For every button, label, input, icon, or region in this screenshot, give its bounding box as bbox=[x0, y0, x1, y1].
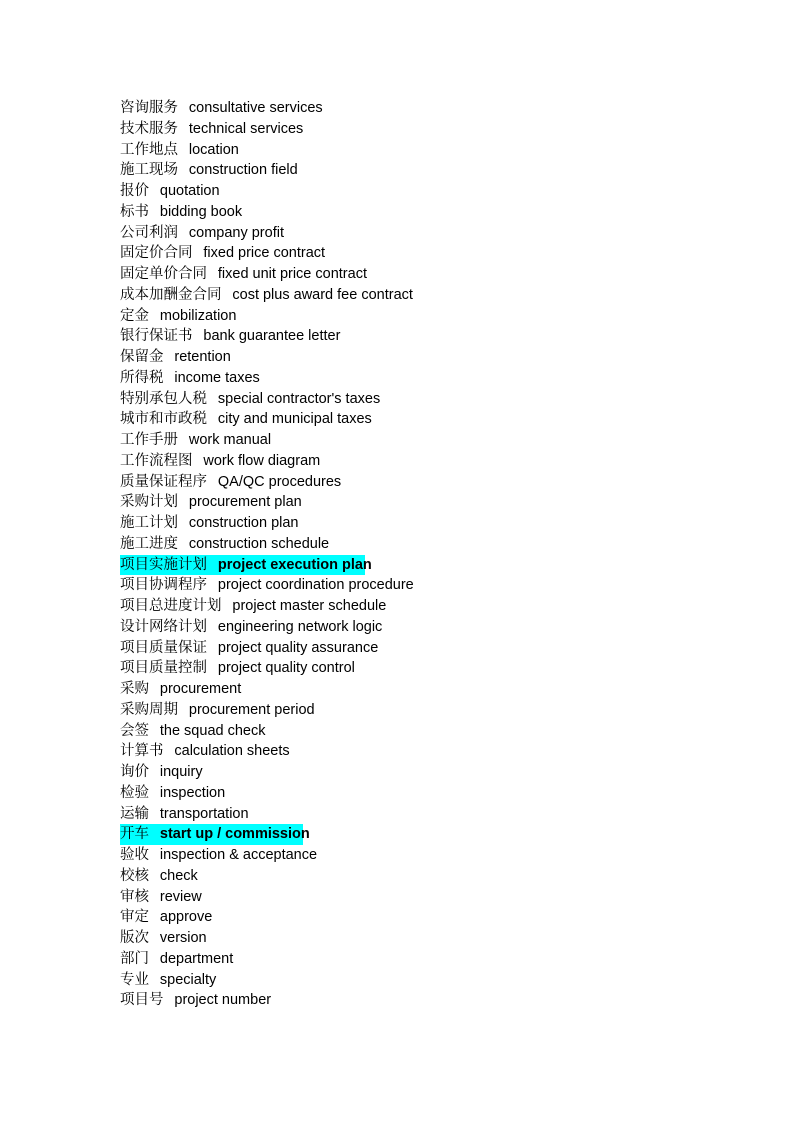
term-entry bbox=[120, 845, 317, 866]
term-entry bbox=[120, 409, 372, 430]
glossary-row bbox=[120, 326, 414, 347]
english-term: calculation sheets bbox=[174, 743, 290, 760]
chinese-term: 项目实施计划 bbox=[120, 556, 207, 573]
term-entry bbox=[120, 970, 216, 991]
glossary-row bbox=[120, 679, 414, 700]
chinese-term: 采购 bbox=[120, 681, 149, 697]
chinese-term: 报价 bbox=[120, 183, 149, 199]
glossary-row bbox=[120, 160, 414, 181]
english-term: check bbox=[159, 867, 198, 884]
english-term: project execution plan bbox=[217, 556, 372, 573]
chinese-term: 施工进度 bbox=[120, 535, 178, 552]
chinese-term: 审核 bbox=[120, 888, 149, 905]
glossary-row bbox=[120, 575, 414, 596]
glossary-row bbox=[120, 907, 414, 928]
chinese-term: 运输 bbox=[120, 805, 149, 822]
chinese-term: 咨询服务 bbox=[120, 100, 178, 116]
english-term: work manual bbox=[188, 432, 272, 448]
glossary-row bbox=[120, 409, 414, 430]
term-entry bbox=[120, 575, 414, 596]
glossary-row bbox=[120, 347, 414, 368]
english-term: city and municipal taxes bbox=[217, 411, 372, 428]
term-entry bbox=[120, 783, 225, 804]
glossary-row bbox=[120, 202, 414, 223]
term-entry bbox=[120, 804, 249, 825]
glossary-row bbox=[120, 451, 414, 472]
english-term: cost plus award fee contract bbox=[232, 286, 413, 303]
term-entry bbox=[120, 596, 386, 617]
chinese-term: 采购计划 bbox=[120, 494, 178, 511]
glossary-row bbox=[120, 928, 414, 949]
chinese-term: 项目质量保证 bbox=[120, 639, 207, 656]
glossary-row bbox=[120, 492, 414, 513]
english-term: department bbox=[159, 950, 234, 967]
term-entry bbox=[120, 264, 367, 285]
chinese-term: 固定价合同 bbox=[120, 245, 193, 262]
english-term: retention bbox=[174, 349, 231, 365]
english-term: start up / commission bbox=[159, 826, 310, 843]
term-entry bbox=[120, 887, 202, 908]
glossary-row bbox=[120, 824, 414, 845]
english-term: consultative services bbox=[188, 100, 323, 116]
english-term: procurement plan bbox=[188, 494, 302, 511]
english-term: procurement bbox=[159, 681, 242, 697]
english-term: specialty bbox=[159, 971, 217, 988]
term-entry bbox=[120, 389, 380, 410]
chinese-term: 技术服务 bbox=[120, 120, 178, 137]
term-entry bbox=[120, 658, 355, 679]
english-term: income taxes bbox=[174, 369, 260, 386]
glossary-row bbox=[120, 762, 414, 783]
term-entry bbox=[120, 119, 303, 140]
chinese-term: 询价 bbox=[120, 764, 149, 780]
glossary-list bbox=[120, 98, 414, 1011]
english-term: procurement period bbox=[188, 701, 315, 718]
english-term: version bbox=[159, 930, 207, 946]
chinese-term: 成本加酬金合同 bbox=[120, 286, 222, 303]
chinese-term: 工作手册 bbox=[120, 432, 178, 448]
chinese-term: 施工计划 bbox=[120, 515, 178, 531]
glossary-row bbox=[120, 534, 414, 555]
glossary-row bbox=[120, 887, 414, 908]
term-entry bbox=[120, 223, 284, 244]
chinese-term: 工作地点 bbox=[120, 141, 178, 158]
english-term: engineering network logic bbox=[217, 618, 383, 635]
english-term: project quality assurance bbox=[217, 639, 379, 656]
glossary-row bbox=[120, 513, 414, 534]
glossary-row bbox=[120, 617, 414, 638]
chinese-term: 所得税 bbox=[120, 369, 164, 386]
term-entry bbox=[120, 721, 265, 742]
glossary-row bbox=[120, 721, 414, 742]
term-entry bbox=[120, 492, 302, 513]
english-term: inquiry bbox=[159, 764, 203, 780]
term-entry bbox=[120, 949, 233, 970]
chinese-term: 设计网络计划 bbox=[120, 618, 207, 635]
glossary-row bbox=[120, 845, 414, 866]
english-term: company profit bbox=[188, 224, 284, 241]
term-entry bbox=[120, 243, 325, 264]
term-entry bbox=[120, 160, 298, 181]
english-term: quotation bbox=[159, 183, 220, 199]
chinese-term: 检验 bbox=[120, 784, 149, 801]
term-entry bbox=[120, 451, 320, 472]
chinese-term: 施工现场 bbox=[120, 162, 178, 179]
chinese-term: 校核 bbox=[120, 867, 149, 884]
chinese-term: 银行保证书 bbox=[120, 328, 193, 345]
glossary-row bbox=[120, 658, 414, 679]
chinese-term: 验收 bbox=[120, 847, 149, 863]
glossary-row bbox=[120, 430, 414, 451]
highlighted-term bbox=[120, 555, 372, 576]
term-entry bbox=[120, 928, 207, 949]
english-term: mobilization bbox=[159, 307, 237, 324]
glossary-row bbox=[120, 949, 414, 970]
english-term: inspection bbox=[159, 784, 226, 801]
glossary-row bbox=[120, 700, 414, 721]
glossary-row bbox=[120, 866, 414, 887]
glossary-row bbox=[120, 140, 414, 161]
term-entry bbox=[120, 326, 340, 347]
glossary-row bbox=[120, 306, 414, 327]
english-term: the squad check bbox=[159, 722, 266, 739]
term-entry bbox=[120, 430, 271, 451]
english-term: project master schedule bbox=[232, 598, 387, 614]
glossary-row bbox=[120, 264, 414, 285]
glossary-row bbox=[120, 596, 414, 617]
term-entry bbox=[120, 285, 413, 306]
term-entry bbox=[120, 534, 329, 555]
english-term: work flow diagram bbox=[203, 452, 321, 469]
chinese-term: 特别承包人税 bbox=[120, 390, 207, 407]
term-entry bbox=[120, 700, 315, 721]
term-entry bbox=[120, 513, 299, 534]
term-entry bbox=[120, 990, 271, 1011]
english-term: construction plan bbox=[188, 515, 299, 531]
chinese-term: 项目协调程序 bbox=[120, 577, 207, 594]
glossary-row bbox=[120, 990, 414, 1011]
english-term: inspection & acceptance bbox=[159, 847, 318, 863]
english-term: approve bbox=[159, 909, 213, 926]
glossary-row bbox=[120, 783, 414, 804]
chinese-term: 公司利润 bbox=[120, 224, 178, 241]
english-term: bank guarantee letter bbox=[203, 328, 341, 345]
glossary-row bbox=[120, 472, 414, 493]
highlighted-term bbox=[120, 824, 310, 845]
glossary-row bbox=[120, 741, 414, 762]
term-entry bbox=[120, 617, 382, 638]
english-term: project quality control bbox=[217, 660, 355, 677]
chinese-term: 审定 bbox=[120, 909, 149, 926]
english-term: construction schedule bbox=[188, 535, 330, 552]
term-entry bbox=[120, 638, 378, 659]
glossary-row bbox=[120, 223, 414, 244]
chinese-term: 专业 bbox=[120, 971, 149, 988]
chinese-term: 计算书 bbox=[120, 743, 164, 760]
english-term: special contractor's taxes bbox=[217, 390, 381, 407]
english-term: location bbox=[188, 141, 239, 158]
term-entry bbox=[120, 907, 212, 928]
english-term: construction field bbox=[188, 162, 298, 179]
english-term: project number bbox=[174, 992, 272, 1009]
glossary-row bbox=[120, 243, 414, 264]
term-entry bbox=[120, 368, 260, 389]
chinese-term: 定金 bbox=[120, 307, 149, 324]
chinese-term: 版次 bbox=[120, 930, 149, 946]
chinese-term: 质量保证程序 bbox=[120, 473, 207, 490]
glossary-row bbox=[120, 285, 414, 306]
chinese-term: 部门 bbox=[120, 950, 149, 967]
chinese-term: 工作流程图 bbox=[120, 452, 193, 469]
term-entry bbox=[120, 347, 231, 368]
english-term: technical services bbox=[188, 120, 304, 137]
english-term: project coordination procedure bbox=[217, 577, 414, 594]
english-term: fixed price contract bbox=[203, 245, 326, 262]
glossary-row bbox=[120, 970, 414, 991]
chinese-term: 会签 bbox=[120, 722, 149, 739]
term-entry bbox=[120, 202, 242, 223]
chinese-term: 采购周期 bbox=[120, 701, 178, 718]
english-term: review bbox=[159, 888, 202, 905]
english-term: fixed unit price contract bbox=[217, 266, 367, 282]
chinese-term: 城市和市政税 bbox=[120, 411, 207, 428]
term-entry bbox=[120, 140, 239, 161]
glossary-row bbox=[120, 181, 414, 202]
term-entry bbox=[120, 181, 220, 202]
term-entry bbox=[120, 762, 203, 783]
glossary-row bbox=[120, 98, 414, 119]
chinese-term: 固定单价合同 bbox=[120, 266, 207, 282]
english-term: bidding book bbox=[159, 203, 243, 220]
chinese-term: 标书 bbox=[120, 203, 149, 220]
glossary-row bbox=[120, 638, 414, 659]
chinese-term: 开车 bbox=[120, 826, 149, 843]
glossary-row bbox=[120, 368, 414, 389]
glossary-row bbox=[120, 804, 414, 825]
glossary-row bbox=[120, 555, 414, 576]
term-entry bbox=[120, 866, 198, 887]
term-entry bbox=[120, 98, 323, 119]
chinese-term: 保留金 bbox=[120, 349, 164, 365]
term-entry bbox=[120, 679, 241, 700]
english-term: QA/QC procedures bbox=[217, 473, 342, 490]
term-entry bbox=[120, 472, 341, 493]
term-entry bbox=[120, 306, 236, 327]
chinese-term: 项目总进度计划 bbox=[120, 598, 222, 614]
chinese-term: 项目质量控制 bbox=[120, 660, 207, 677]
glossary-row bbox=[120, 389, 414, 410]
glossary-row bbox=[120, 119, 414, 140]
english-term: transportation bbox=[159, 805, 249, 822]
term-entry bbox=[120, 741, 290, 762]
chinese-term: 项目号 bbox=[120, 992, 164, 1009]
